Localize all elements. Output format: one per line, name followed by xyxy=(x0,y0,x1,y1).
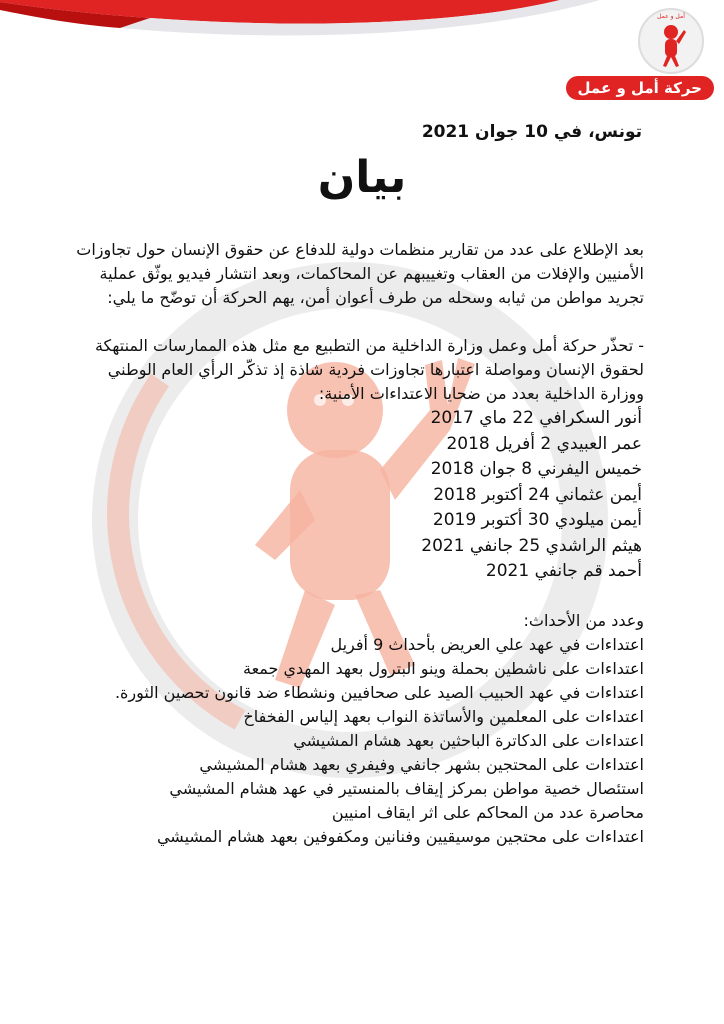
event-item: اعتداءات على ناشطين بحملة وينو البترول بعهد المهدي جمعة xyxy=(242,658,644,678)
victim-item: عمر العبيدي 2 أفريل 2018 xyxy=(446,433,642,454)
event-item: اعتداءات على الدكاترة الباحثين بعهد هشام المشيشي xyxy=(293,730,644,750)
event-item: اعتداءات على محتجين موسيقيين وفنانين ومكفوفين بعهد هشام المشيشي xyxy=(156,826,644,846)
org-name-badge: حركة أمل و عمل xyxy=(566,76,714,100)
warning-paragraph: - تحذّر حركة أمل وعمل وزارة الداخلية من التطبيع مع مثل هذه الممارسات المنتهكة لحقوق الإنسان ومواصلة اعتبارها تجاوزات فردية شاذة إذ تذكّر الرأي العام الوطني ووزارة الداخلية بعدد من ضحايا الاعتداءات الأمنية: xyxy=(94,336,644,403)
victim-item: أنور السكرافي 22 ماي 2017 xyxy=(430,408,642,428)
document-date: تونس، في 10 جوان 2021 xyxy=(421,122,642,142)
document-title: بيان xyxy=(317,152,407,203)
event-item: اعتداءات على المحتجين بشهر جانفي وفيفري بعهد هشام المشيشي xyxy=(199,754,644,774)
header-wave xyxy=(0,0,724,70)
event-item: استئصال خصية مواطن بمركز إيقاف بالمنستير في عهد هشام المشيشي xyxy=(169,778,644,798)
document-body xyxy=(64,238,644,849)
victims-list xyxy=(64,406,644,585)
victim-item: أيمن ميلودي 30 أكتوبر 2019 xyxy=(432,510,642,530)
event-item: اعتداءات في عهد علي العريض بأحداث 9 أفريل xyxy=(330,634,644,654)
victim-item: أحمد قم جانفي 2021 xyxy=(485,561,642,581)
svg-text:أمل و عمل: أمل و عمل xyxy=(657,13,685,20)
intro-paragraph: بعد الإطلاع على عدد من تقارير منظمات دولية للدفاع عن حقوق الإنسان حول تجاوزات الأمنيين والإفلات من العقاب وتغييبهم عن المحاكمات، وبعد انتشار فيديو يوثّق عملية تجريد مواطن من ثيابه وسحله من طرف أعوان أمن، يهم الحركة أن توضّح ما يلي: xyxy=(76,240,644,307)
event-item: محاصرة عدد من المحاكم على اثر ايقاف امنيين xyxy=(331,802,644,822)
victim-item: خميس اليفرني 8 جوان 2018 xyxy=(430,459,642,479)
events-intro: وعدد من الأحداث: xyxy=(523,610,644,630)
events-list xyxy=(64,633,644,849)
victim-item: هيثم الراشدي 25 جانفي 2021 xyxy=(421,535,642,556)
party-logo xyxy=(636,6,706,76)
victim-item: أيمن عثماني 24 أكتوبر 2018 xyxy=(433,484,642,505)
event-item: اعتداءات على المعلمين والأساتذة النواب بعهد إلياس الفخفاخ xyxy=(243,706,644,726)
event-item: اعتداءات في عهد الحبيب الصيد على صحافيين ونشطاء ضد قانون تحصين الثورة. xyxy=(114,682,644,702)
